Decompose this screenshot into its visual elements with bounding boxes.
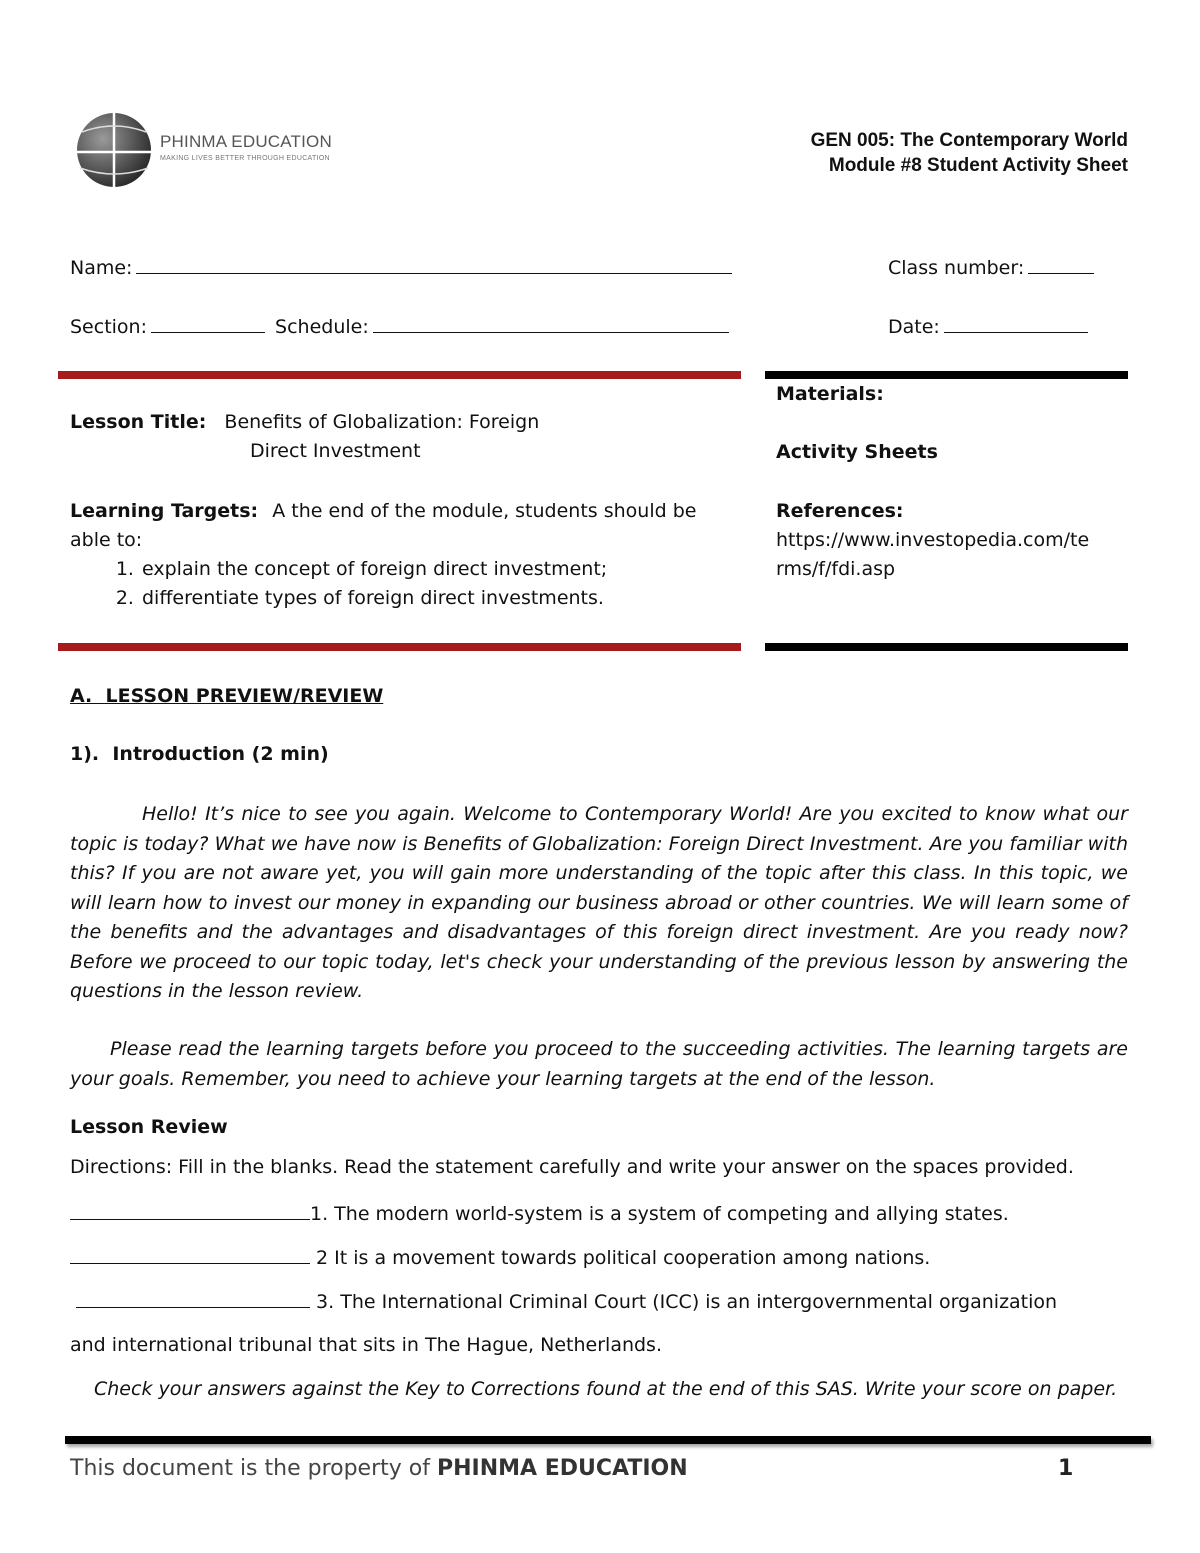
footer-property-owner: PHINMA EDUCATION	[436, 1456, 688, 1481]
lesson-title-line1: Benefits of Globalization: Foreign	[224, 411, 540, 433]
footer-divider	[65, 1436, 1151, 1444]
learning-targets-intro: A the end of the module, students should be	[272, 500, 697, 522]
class-number-field[interactable]	[888, 256, 1094, 279]
top-black-divider	[765, 371, 1128, 379]
bottom-red-divider	[58, 643, 741, 651]
section-field[interactable]	[70, 315, 729, 338]
phinma-logo	[74, 110, 334, 190]
footer-property	[70, 1456, 688, 1481]
introduction-heading: 1). Introduction (2 min)	[70, 743, 329, 765]
review-item-3-continuation: and international tribunal that sits in The Hague, Netherlands.	[70, 1334, 662, 1356]
review-item-text: 1. The modern world-system is a system of competing and allying states.	[310, 1203, 1009, 1225]
class-number-blank[interactable]	[1028, 256, 1094, 274]
answer-blank-1[interactable]	[70, 1202, 310, 1220]
references-label: References:	[776, 500, 904, 522]
section-a-heading: A. LESSON PREVIEW/REVIEW	[70, 685, 384, 707]
lesson-title-block	[70, 408, 740, 466]
globe-logo-icon	[74, 110, 154, 190]
review-item-text: 3. The International Criminal Court (ICC) is an intergovernmental organization	[310, 1291, 1058, 1313]
answer-blank-2[interactable]	[70, 1246, 310, 1264]
lesson-title-label: Lesson Title:	[70, 411, 207, 433]
section-label: Section:	[70, 316, 147, 338]
class-number-label: Class number:	[888, 257, 1025, 279]
brand-name: PHINMA EDUCATION	[160, 132, 332, 151]
check-answers-note: Check your answers against the Key to Corrections found at the end of this SAS. Write your score on paper.	[94, 1378, 1118, 1400]
answer-blank-3[interactable]	[76, 1290, 310, 1308]
name-field[interactable]	[70, 256, 732, 279]
learning-targets-list	[70, 555, 750, 613]
learning-targets-block	[70, 497, 750, 613]
name-blank[interactable]	[136, 256, 732, 274]
reference-link[interactable]	[776, 526, 1126, 584]
name-label: Name:	[70, 257, 133, 279]
date-field[interactable]	[888, 315, 1088, 338]
top-red-divider	[58, 371, 741, 379]
lesson-title-line2: Direct Investment	[250, 440, 421, 462]
page-number: 1	[1058, 1456, 1074, 1481]
date-label: Date:	[888, 316, 940, 338]
review-item-1	[70, 1202, 1009, 1225]
materials-value: Activity Sheets	[776, 441, 938, 463]
materials-sidebar	[776, 380, 1126, 584]
reference-link-line2: rms/f/fdi.asp	[776, 558, 896, 580]
section-blank[interactable]	[151, 315, 265, 333]
review-item-3	[76, 1290, 1057, 1313]
footer-property-text: This document is the property of	[70, 1456, 437, 1481]
learning-target-item: 1. explain the concept of foreign direct investment;	[140, 555, 750, 584]
reference-link-line1: https://www.investopedia.com/te	[776, 529, 1090, 551]
date-blank[interactable]	[944, 315, 1088, 333]
schedule-label: Schedule:	[275, 316, 369, 338]
review-directions: Directions: Fill in the blanks. Read the statement carefully and write your answer on the spaces provided.	[70, 1156, 1074, 1178]
learning-target-item: 2. differentiate types of foreign direct investments.	[140, 584, 750, 613]
learning-targets-paragraph: Please read the learning targets before you proceed to the succeeding activities. The learning targets are your goals. Remember, you need to achieve your learning targets at the end of the lesson.	[70, 1038, 1128, 1090]
learning-targets-label: Learning Targets:	[70, 500, 259, 522]
brand-tagline: MAKING LIVES BETTER THROUGH EDUCATION	[160, 155, 330, 162]
bottom-black-divider	[765, 643, 1128, 651]
review-item-text: 2 It is a movement towards political cooperation among nations.	[310, 1247, 931, 1269]
course-title: GEN 005: The Contemporary World	[810, 130, 1128, 151]
learning-targets-intro-cont: able to:	[70, 529, 143, 551]
lesson-review-heading: Lesson Review	[70, 1116, 228, 1138]
schedule-blank[interactable]	[373, 315, 729, 333]
materials-label: Materials:	[776, 383, 884, 405]
module-title: Module #8 Student Activity Sheet	[828, 155, 1128, 176]
introduction-paragraph: Hello! It’s nice to see you again. Welcome to Contemporary World! Are you excited to know what our topic is today? What we have now is Benefits of Globalization: Foreign Direct Investment. Are you familiar with this? If you are not aware yet, you will gain more understanding of the topic after this class. In this topic, we will learn how to invest our money in expanding our business abroad or other countries. We will learn some of the benefits and the advantages and disadvantages of this foreign direct investment. Are you ready now? Before we proceed to our topic today, let's check your understanding of the previous lesson by answering the questions in the lesson review.	[70, 803, 1128, 1002]
review-item-2	[70, 1246, 930, 1269]
